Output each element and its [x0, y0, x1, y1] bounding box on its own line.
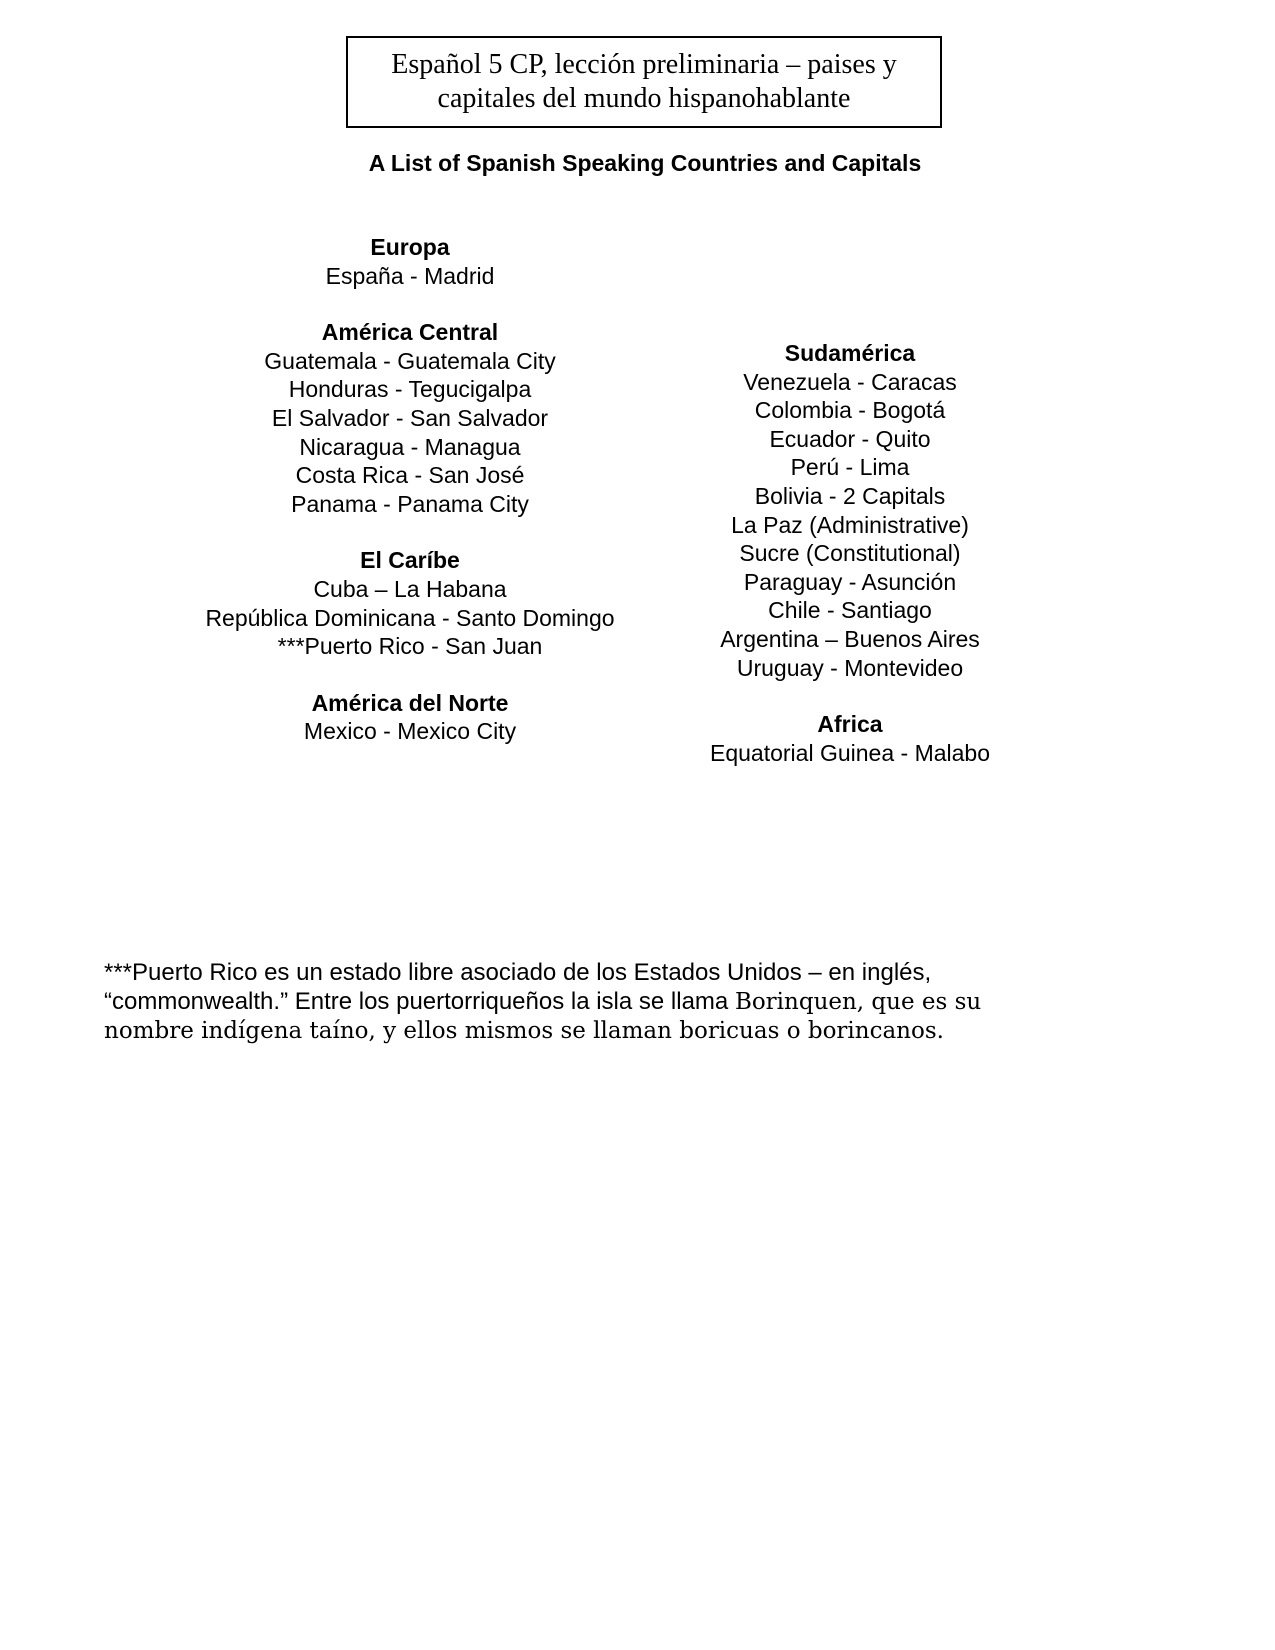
country-item: Panama - Panama City [291, 490, 529, 517]
region-america-norte [160, 689, 660, 746]
country-item: Guatemala - Guatemala City [264, 347, 556, 374]
region-title: Africa [817, 711, 883, 738]
region-title: El Caríbe [360, 547, 460, 574]
region-title: Sudamérica [784, 340, 916, 366]
country-item: Venezuela - Caracas [743, 368, 957, 395]
footnote-line-2-serif: Borinquen, que es su [734, 989, 982, 1015]
country-item: España - Madrid [325, 262, 495, 289]
title-line-1: Español 5 CP, lección preliminaria – paises y [391, 49, 897, 80]
country-item: Nicaragua - Managua [299, 433, 521, 460]
region-sudamerica [650, 339, 1050, 682]
country-item: Bolivia - 2 Capitals [754, 482, 946, 509]
country-item: Ecuador - Quito [769, 425, 931, 452]
title-box [346, 36, 942, 128]
region-america-central [160, 318, 660, 518]
footnote-line-3: nombre indígena taíno, y ellos mismos se llaman boricuas o borincanos. [104, 1018, 944, 1044]
country-item: Chile - Santiago [768, 597, 932, 624]
left-column [160, 233, 660, 774]
footnote [104, 958, 1064, 1046]
region-title: América Central [321, 319, 499, 346]
region-africa [650, 710, 1050, 767]
country-item: Sucre (Constitutional) [739, 540, 961, 567]
country-item: ***Puerto Rico - San Juan [277, 633, 543, 660]
country-item: Equatorial Guinea - Malabo [710, 739, 990, 766]
country-item: La Paz (Administrative) [731, 511, 969, 538]
country-item: Paraguay - Asunción [743, 568, 957, 595]
region-caribe [160, 546, 660, 660]
footnote-line-2 [104, 987, 1064, 1017]
country-item: República Dominicana - Santo Domingo [205, 604, 615, 631]
country-item: Honduras - Tegucigalpa [288, 376, 532, 403]
subtitle: A List of Spanish Speaking Countries and Capitals [368, 150, 922, 176]
country-item: Uruguay - Montevideo [736, 654, 964, 681]
title-line-2: capitales del mundo hispanohablante [437, 83, 851, 114]
country-item: Perú - Lima [790, 454, 910, 481]
footnote-line-1: ***Puerto Rico es un estado libre asociado de los Estados Unidos – en inglés, [104, 959, 932, 986]
region-title: Europa [370, 234, 450, 260]
country-item: Costa Rica - San José [295, 462, 525, 489]
region-title: América del Norte [311, 689, 509, 716]
country-item: Cuba – La Habana [313, 575, 507, 602]
country-item: Argentina – Buenos Aires [720, 625, 980, 652]
country-item: El Salvador - San Salvador [271, 404, 549, 431]
region-europa [160, 233, 660, 290]
right-column [650, 339, 1050, 795]
country-item: Colombia - Bogotá [754, 397, 946, 424]
footnote-line-2-sans: “commonwealth.” Entre los puertorriqueños la isla se llama [104, 988, 735, 1015]
country-item: Mexico - Mexico City [303, 718, 517, 745]
